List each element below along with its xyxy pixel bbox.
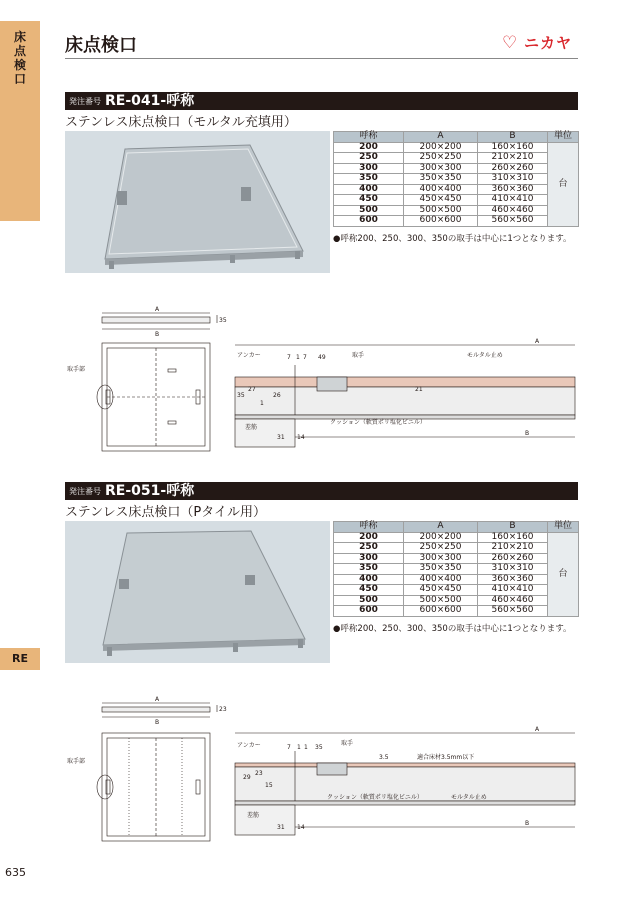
dimension-b-cell: 310×310	[478, 174, 548, 185]
dimension-height-label: 23	[219, 706, 227, 713]
dimension-a-cell: 200×200	[404, 142, 478, 153]
dimension-a-cell: 450×450	[404, 585, 478, 596]
dim-label: 23	[255, 770, 263, 777]
order-number-label: 発注番号	[69, 487, 101, 496]
technical-drawing	[65, 305, 578, 455]
page-number: 635	[5, 866, 26, 879]
size-cell: 500	[334, 205, 404, 216]
dim-label: 1	[297, 744, 301, 751]
size-cell: 450	[334, 195, 404, 206]
dimension-a-cell: 300×300	[404, 163, 478, 174]
handle-label: 取手	[352, 352, 365, 359]
spec-table	[333, 131, 579, 227]
column-header-size: 呼称	[334, 132, 404, 143]
dim-label: 26	[273, 392, 281, 399]
table-note: ●呼称200、250、300、350の取手は中心に1つとなります。	[333, 234, 572, 244]
dim-label: 29	[243, 774, 251, 781]
table-note: ●呼称200、250、300、350の取手は中心に1つとなります。	[333, 624, 572, 634]
dimension-b-cell: 260×260	[478, 553, 548, 564]
size-cell: 350	[334, 174, 404, 185]
rebar-label: 差筋	[245, 424, 258, 431]
dimension-a-cell: 300×300	[404, 553, 478, 564]
dimension-a-label: A	[155, 306, 160, 313]
column-header-unit: 単位	[548, 522, 579, 533]
product-code: RE-051-呼称	[105, 483, 195, 499]
size-cell: 450	[334, 585, 404, 596]
dimension-b-cell: 310×310	[478, 564, 548, 575]
table-row	[334, 205, 579, 216]
dim-label: 7	[303, 354, 307, 361]
size-cell: 500	[334, 595, 404, 606]
column-header-unit: 単位	[548, 132, 579, 143]
dim-label: 3.5	[379, 754, 389, 761]
dimension-a-cell: 350×350	[404, 174, 478, 185]
dim-label: 35	[237, 392, 245, 399]
column-header-b: B	[478, 132, 548, 143]
cushion-label: クッション（軟質ポリ塩化ビニル）	[330, 419, 426, 426]
dimension-a-cell: 450×450	[404, 195, 478, 206]
anchor-label: アンカー	[237, 742, 261, 749]
rebar-label: 差筋	[247, 812, 260, 819]
table-row	[334, 606, 579, 617]
dimension-a-cell: 350×350	[404, 564, 478, 575]
dimension-b-cell: 410×410	[478, 195, 548, 206]
dimension-b-cell: 160×160	[478, 532, 548, 543]
dimension-a-cell: 600×600	[404, 216, 478, 227]
column-header-a: A	[404, 522, 478, 533]
section-header-bar	[65, 482, 578, 500]
size-cell: 350	[334, 564, 404, 575]
floor-material-label: 適合床材3.5mm以下	[417, 754, 475, 761]
dim-label: 27	[248, 386, 256, 393]
dim-label: 31	[277, 824, 285, 831]
dim-label: 7	[287, 744, 291, 751]
dim-label: 1	[296, 354, 300, 361]
section-dimension-a: A	[535, 726, 540, 733]
handle-part-label: 取手部	[67, 758, 86, 765]
dim-label: 14	[297, 434, 305, 441]
dim-label: 14	[297, 824, 305, 831]
section-dimension-a: A	[535, 338, 540, 345]
size-cell: 300	[334, 553, 404, 564]
dim-label: 7	[287, 354, 291, 361]
product-code: RE-041-呼称	[105, 93, 195, 109]
dimension-b-cell: 160×160	[478, 142, 548, 153]
dim-label: 31	[277, 434, 285, 441]
table-row	[334, 595, 579, 606]
dim-label: 15	[265, 782, 273, 789]
table-row	[334, 216, 579, 227]
spec-table	[333, 521, 579, 617]
dimension-a-cell: 400×400	[404, 184, 478, 195]
brand-logo-text: ニカヤ	[524, 34, 573, 52]
size-cell: 250	[334, 153, 404, 164]
handle-part-label: 取手部	[67, 366, 86, 373]
table-row	[334, 174, 579, 185]
dimension-b-cell: 210×210	[478, 153, 548, 164]
dimension-b-cell: 260×260	[478, 163, 548, 174]
dimension-a-cell: 250×250	[404, 153, 478, 164]
table-row	[334, 153, 579, 164]
section-index-label: RE	[12, 652, 28, 665]
table-row	[334, 543, 579, 554]
dimension-a-cell: 400×400	[404, 574, 478, 585]
dimension-b-cell: 560×560	[478, 216, 548, 227]
dimension-a-cell: 250×250	[404, 543, 478, 554]
product-photo	[65, 521, 330, 663]
dim-label: 35	[315, 744, 323, 751]
title-divider	[65, 58, 578, 59]
dimension-a-cell: 500×500	[404, 595, 478, 606]
dimension-b-cell: 460×460	[478, 595, 548, 606]
table-row	[334, 163, 579, 174]
technical-drawing	[65, 695, 578, 845]
dimension-a-cell: 600×600	[404, 606, 478, 617]
dim-label: 1	[304, 744, 308, 751]
brand-logo	[502, 34, 578, 52]
mortar-stop-label: モルタル止め	[467, 352, 503, 359]
table-row	[334, 195, 579, 206]
size-cell: 200	[334, 142, 404, 153]
dimension-a-cell: 500×500	[404, 205, 478, 216]
table-row	[334, 553, 579, 564]
dim-label: 1	[260, 400, 264, 407]
anchor-label: アンカー	[237, 352, 261, 359]
product-subtitle: ステンレス床点検口（Pタイル用）	[65, 505, 266, 520]
section-header-bar	[65, 92, 578, 110]
dimension-b-cell: 210×210	[478, 543, 548, 554]
size-cell: 600	[334, 216, 404, 227]
dimension-b-cell: 560×560	[478, 606, 548, 617]
size-cell: 250	[334, 543, 404, 554]
unit-cell: 台	[548, 532, 579, 616]
table-row	[334, 184, 579, 195]
section-view	[235, 345, 575, 447]
column-header-a: A	[404, 132, 478, 143]
dimension-a-label: A	[155, 696, 160, 703]
table-row	[334, 574, 579, 585]
table-row	[334, 585, 579, 596]
table-row	[334, 564, 579, 575]
product-photo	[65, 131, 330, 273]
section-view	[235, 733, 575, 835]
unit-cell: 台	[548, 142, 579, 226]
side-category-label: 床点検口	[13, 30, 26, 86]
column-header-size: 呼称	[334, 522, 404, 533]
dimension-height-label: 35	[219, 317, 227, 324]
table-row	[334, 532, 579, 543]
size-cell: 200	[334, 532, 404, 543]
dimension-b-cell: 410×410	[478, 585, 548, 596]
dimension-b-cell: 360×360	[478, 184, 548, 195]
dimension-b-label: B	[155, 719, 160, 726]
handle-label: 取手	[341, 740, 354, 747]
page-title: 床点検口	[65, 35, 137, 56]
section-dimension-b: B	[525, 430, 530, 437]
size-cell: 400	[334, 574, 404, 585]
dimension-b-cell: 360×360	[478, 574, 548, 585]
heart-icon: ♡	[502, 33, 518, 53]
section-dimension-b: B	[525, 820, 530, 827]
dimension-b-cell: 460×460	[478, 205, 548, 216]
dim-label: 21	[415, 386, 423, 393]
column-header-b: B	[478, 522, 548, 533]
size-cell: 600	[334, 606, 404, 617]
size-cell: 300	[334, 163, 404, 174]
table-row	[334, 142, 579, 153]
order-number-label: 発注番号	[69, 97, 101, 106]
size-cell: 400	[334, 184, 404, 195]
product-subtitle: ステンレス床点検口（モルタル充填用）	[65, 115, 297, 130]
mortar-stop-label: モルタル止め	[451, 794, 487, 801]
cushion-label: クッション（軟質ポリ塩化ビニル）	[327, 794, 423, 801]
dimension-a-cell: 200×200	[404, 532, 478, 543]
dimension-b-label: B	[155, 331, 160, 338]
dim-label: 49	[318, 354, 326, 361]
